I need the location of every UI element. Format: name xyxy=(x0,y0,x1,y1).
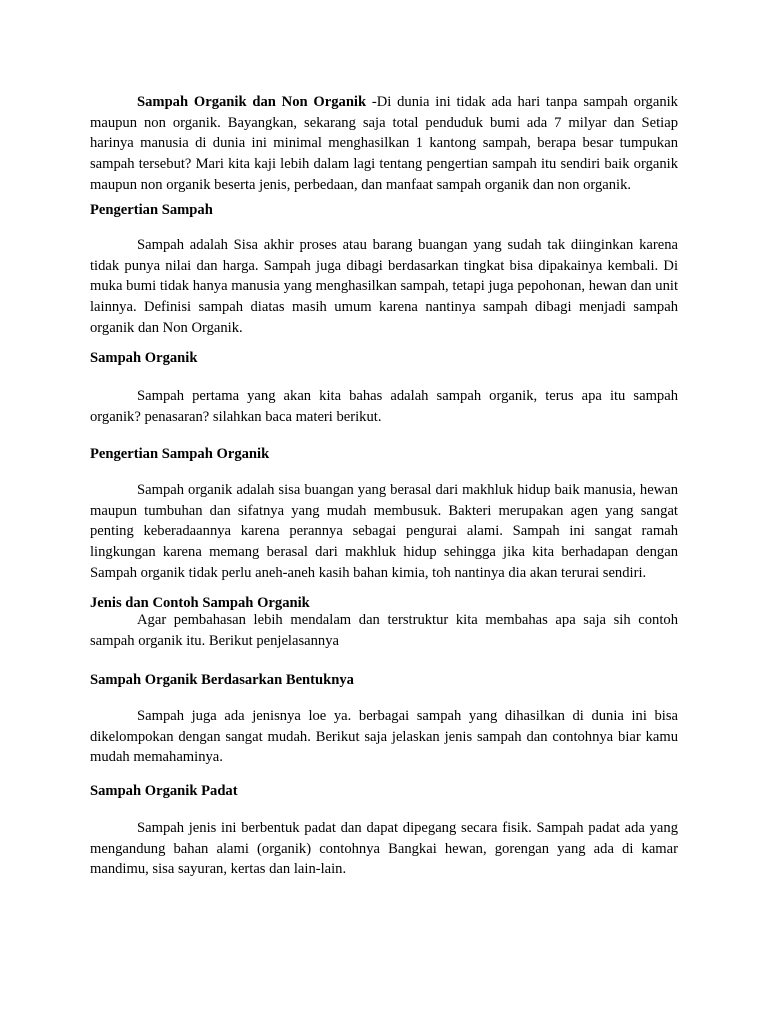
intro-text: -Di dunia ini tidak ada hari tanpa sampah organik maupun non organik. Bayangkan, sekarang saja total penduduk bumi ada 7 milyar dan Setiap harinya manusia di dunia ini minimal menghasilkan 1 kantong sampah, berapa besar tumpukan sampah tersebut? Mari kita kaji lebih dalam lagi tentang pengertian sampah itu sendiri baik organik maupun non organik beserta jenis, perbedaan, dan manfaat sampah organik dan non organik. xyxy=(90,94,678,193)
heading-jenis-contoh: Jenis dan Contoh Sampah Organik xyxy=(90,595,310,611)
paragraph-berdasarkan-bentuk: Sampah juga ada jenisnya loe ya. berbagai sampah yang dihasilkan di dunia ini bisa dikelompokan dengan sangat mudah. Berikut saja jelaskan jenis sampah dan contohnya biar kamu mudah memahaminya. xyxy=(90,708,678,766)
paragraph-pengertian-sampah-organik: Sampah organik adalah sisa buangan yang berasal dari makhluk hidup baik manusia, hewan maupun tumbuhan dan sifatnya yang mudah membusuk. Bakteri merupakan agen yang sangat penting keberadaannya karena perannya sebagai pengurai alami. Sampah ini sangat ramah lingkungan karena memang berasal dari makhluk hidup sehingga jika kita berhadapan dengan Sampah organik tidak perlu aneh-aneh kasih bahan kimia, toh nantinya dia akan terurai sendiri. xyxy=(90,482,678,581)
heading-organik-padat: Sampah Organik Padat xyxy=(90,783,238,799)
paragraph-jenis-contoh: Agar pembahasan lebih mendalam dan terstruktur kita membahas apa saja sih contoh sampah organik itu. Berikut penjelasannya xyxy=(90,612,678,649)
paragraph-organik-padat: Sampah jenis ini berbentuk padat dan dapat dipegang secara fisik. Sampah padat ada yang mengandung bahan alami (organik) contohnya Bangkai hewan, gorengan yang ada di kamar mandimu, sisa sayuran, kertas dan lain-lain. xyxy=(90,820,678,878)
intro-title: Sampah Organik dan Non Organik xyxy=(137,94,367,110)
paragraph-sampah-organik: Sampah pertama yang akan kita bahas adalah sampah organik, terus apa itu sampah organik? penasaran? silahkan baca materi berikut. xyxy=(90,388,678,425)
heading-pengertian-sampah: Pengertian Sampah xyxy=(90,202,213,218)
heading-sampah-organik: Sampah Organik xyxy=(90,350,198,366)
intro-paragraph xyxy=(90,92,678,196)
heading-pengertian-sampah-organik: Pengertian Sampah Organik xyxy=(90,446,270,462)
paragraph-pengertian-sampah: Sampah adalah Sisa akhir proses atau barang buangan yang sudah tak diinginkan karena tidak punya nilai dan harga. Sampah juga dibagi berdasarkan tingkat bisa dipakainya kembali. Di muka bumi tidak hanya manusia yang menghasilkan sampah, tetapi juga pepohonan, hewan dan unit lainnya. Definisi sampah diatas masih umum karena nantinya sampah dibagi menjadi sampah organik dan Non Organik. xyxy=(90,237,678,336)
heading-berdasarkan-bentuk: Sampah Organik Berdasarkan Bentuknya xyxy=(90,672,354,688)
